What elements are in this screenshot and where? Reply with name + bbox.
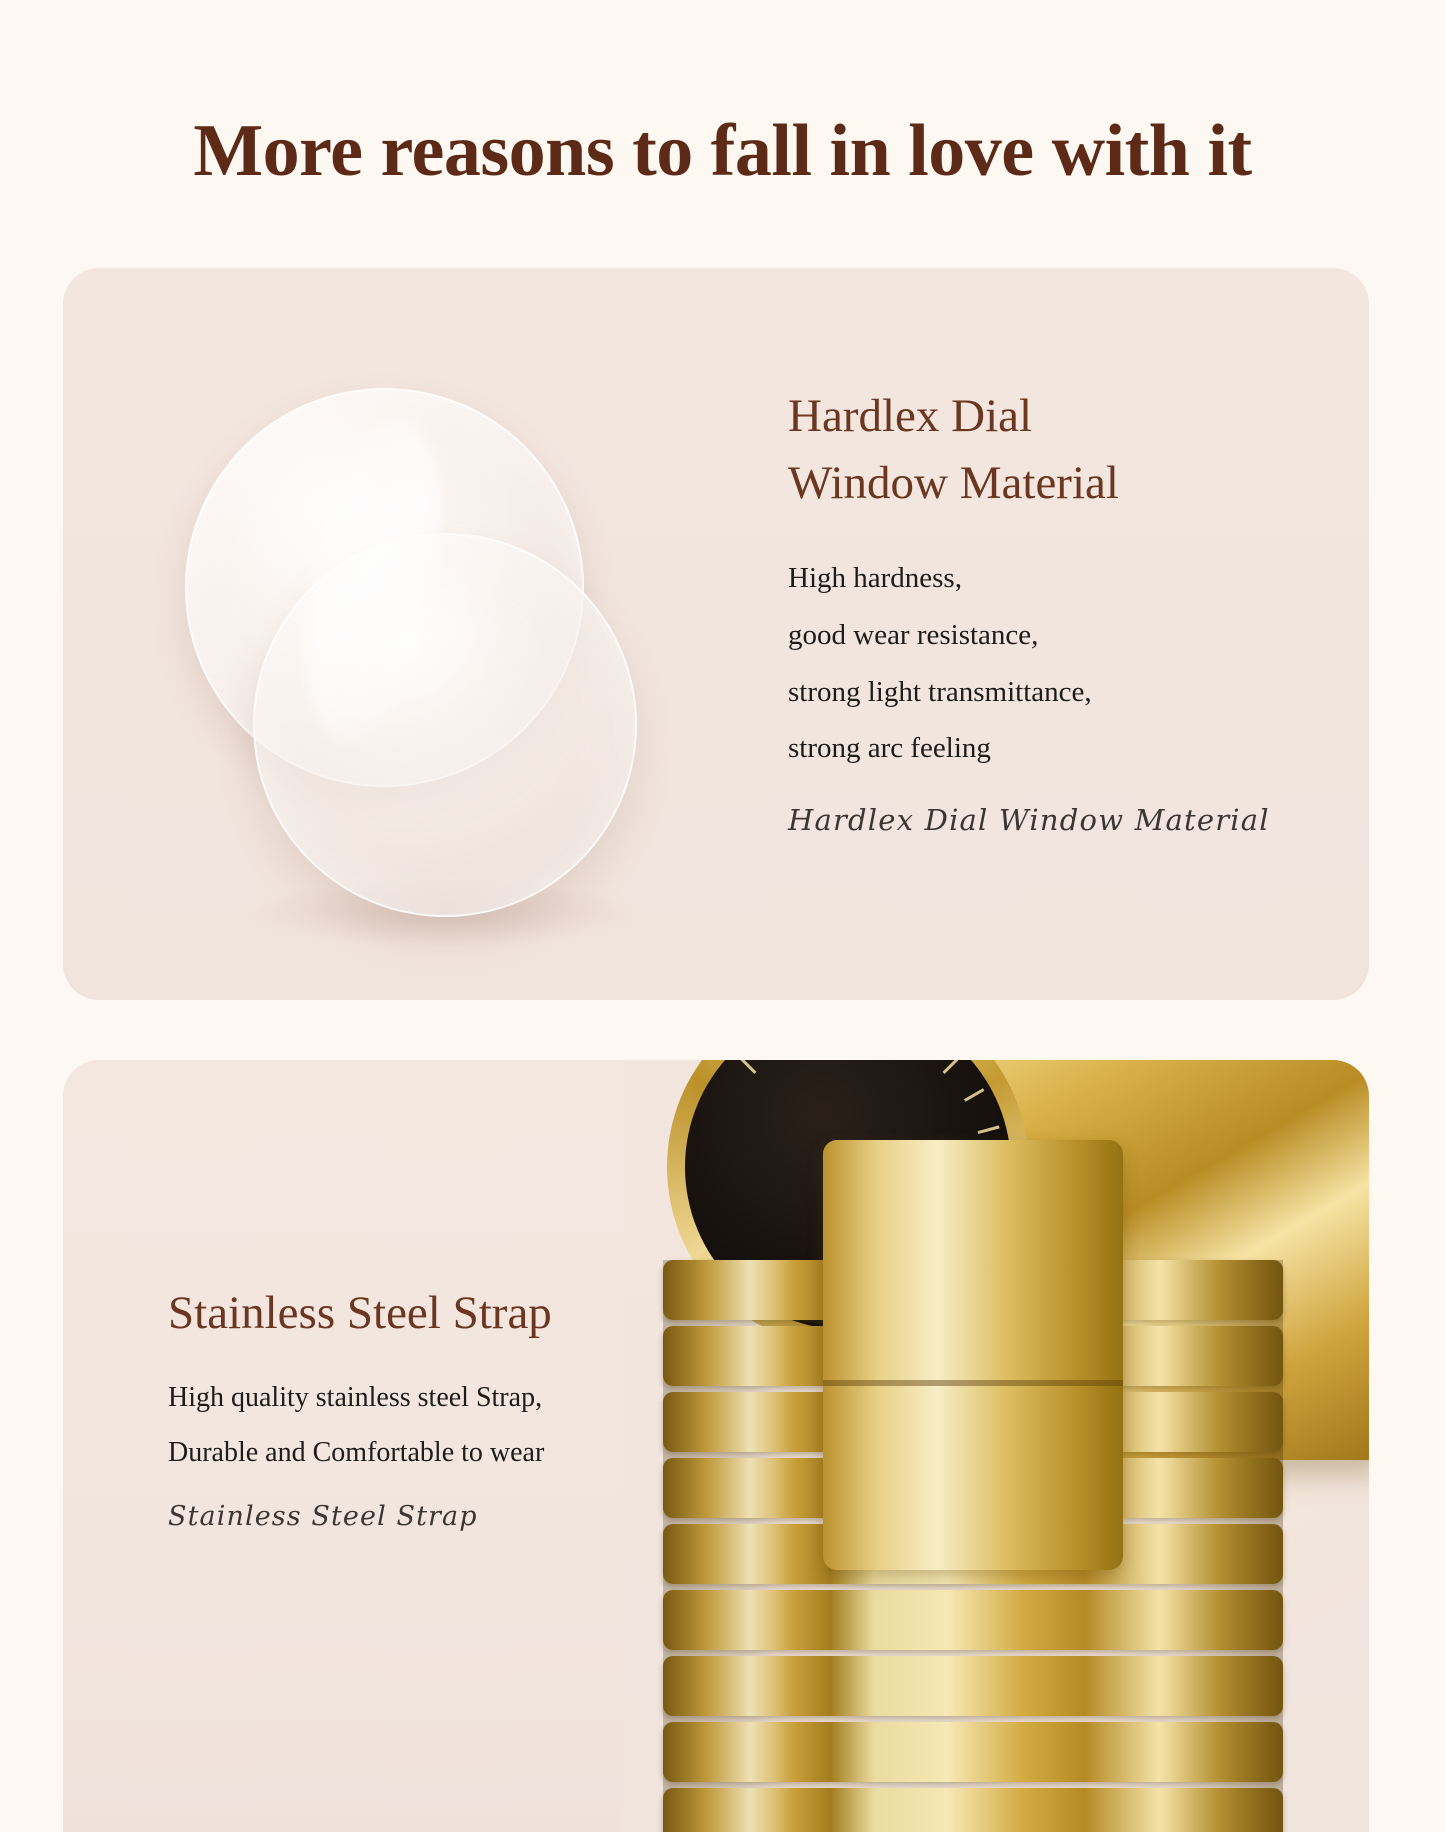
hardlex-bullet-1: High hardness, xyxy=(788,562,962,595)
hardlex-bullet-3: strong light transmittance, xyxy=(788,675,1092,708)
strap-bullet-2: Durable and Comfortable to wear xyxy=(168,1436,545,1468)
watch-bracelet xyxy=(663,1260,1283,1832)
strap-title: Stainless Steel Strap xyxy=(168,1287,552,1339)
strap-text-block xyxy=(168,1285,688,1532)
bracelet-clasp-seam xyxy=(823,1380,1123,1386)
hardlex-title-line-2: Window Material xyxy=(788,456,1119,509)
gold-watch-image xyxy=(623,1060,1369,1832)
hardlex-bullet-2: good wear resistance, xyxy=(788,619,1039,652)
page-title: More reasons to fall in love with it xyxy=(193,109,1252,192)
feature-card-stainless-strap xyxy=(63,1060,1369,1832)
bracelet-center-link xyxy=(823,1140,1123,1570)
hardlex-text-block xyxy=(788,383,1328,837)
strap-script-caption: Stainless Steel Strap xyxy=(168,1500,478,1532)
hardlex-title xyxy=(788,383,1328,516)
hardlex-script-caption: Hardlex Dial Window Material xyxy=(788,802,1270,837)
glass-discs-image xyxy=(123,358,683,918)
hardlex-title-line-1: Hardlex Dial xyxy=(788,390,1033,442)
feature-card-hardlex-dial xyxy=(63,268,1369,1000)
hardlex-bullet-4: strong arc feeling xyxy=(788,732,991,765)
strap-bullet-1: High quality stainless steel Strap, xyxy=(168,1382,543,1414)
